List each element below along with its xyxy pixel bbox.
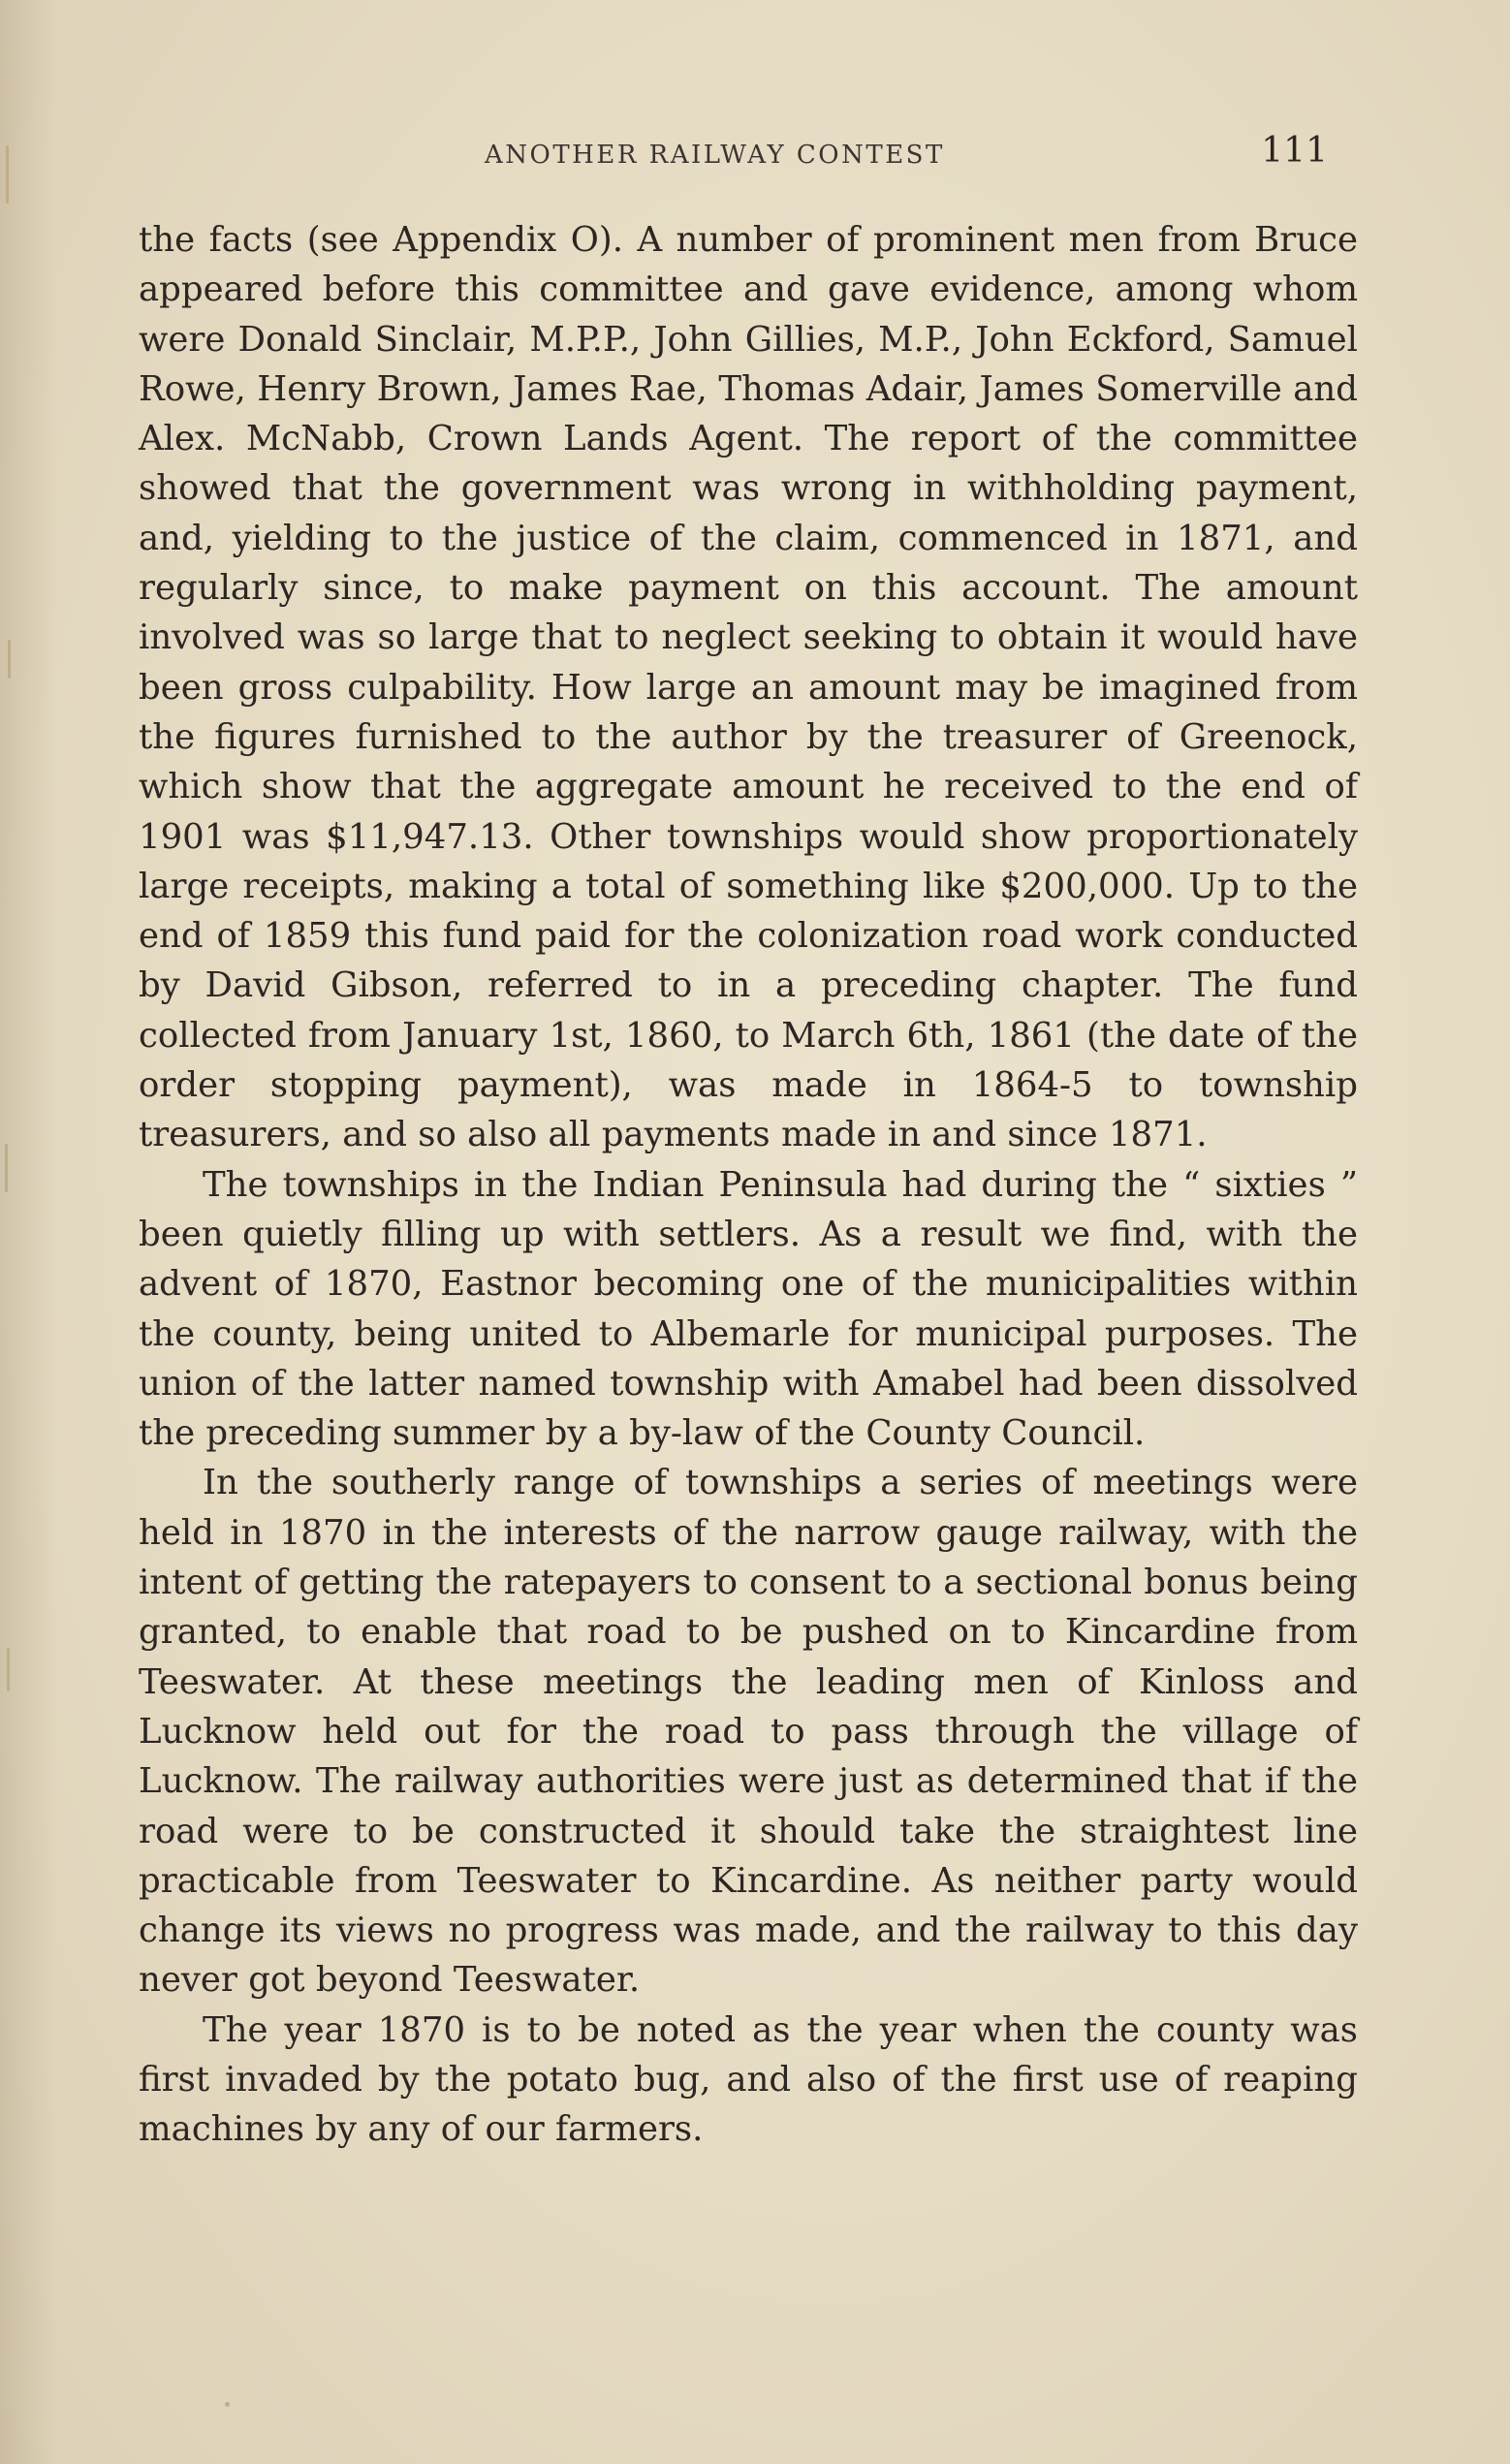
margin-speck [5, 1144, 8, 1192]
binding-gutter-shadow [0, 0, 58, 2464]
margin-speck [8, 640, 11, 679]
margin-speck [7, 1648, 10, 1691]
paragraph: the facts (see Appendix O). A number of prominent men from Bruce appeared before this committee and gave evidence, among whom were Donald Sinclair, M.P.P., John Gillies, M.P., John Eckford, Samuel Rowe, Henry Brown, James Rae, Thomas Adair, James Somerville and Alex. McNabb, Crown Lands Agent. The report of the committee showed that the government was wrong in withholding payment, and, yielding to the justice of the claim, commenced in 1871, and regularly since, to make payment on this account. The amount involved was so large that to neglect seeking to obtain it would have been gross culpability. How large an amount may be imagined from the figures furnished to the author by the treasurer of Greenock, which show that the aggregate amount he received to the end of 1901 was $11,947.13. Other townships would show proportionately large receipts, making a total of something like $200,000. Up to the end of 1859 this fund paid for the colonization road work conducted by David Gibson, referred to in a preceding chapter. The fund collected from January 1st, 1860, to March 6th, 1861 (the date of the order stopping payment), was made in 1864-5 to township treasurers, and so also all payments made in and since 1871. [139, 220, 1358, 1155]
body-text [139, 215, 1358, 2155]
paragraph: The townships in the Indian Peninsula had during the “ sixties ” been quietly filling up with settlers. As a result we find, with the advent of 1870, Eastnor becoming one of the municipalities within the county, being united to Albemarle for municipal purposes. The union of the latter named township with Amabel had been dissolved the preceding summer by a by-law of the County Council. [139, 1164, 1358, 1454]
paragraph: The year 1870 is to be noted as the year when the county was first invaded by the potato bug, and also of the first use of reaping machines by any of our farmers. [139, 2009, 1358, 2150]
margin-speck [6, 145, 9, 204]
running-title: ANOTHER RAILWAY CONTEST [485, 141, 945, 170]
page-number: 111 [1261, 131, 1328, 171]
paragraph: In the southerly range of townships a series of meetings were held in 1870 in the interests of the narrow gauge railway, with the intent of getting the ratepayers to consent to a sectional bonus being granted, to enable that road to be pushed on to Kincardine from Teeswater. At these meetings the leading men of Kinloss and Lucknow held out for the road to pass through the village of Lucknow. The railway authorities were just as determined that if the road were to be constructed it should take the straightest line practicable from Teeswater to Kincardine. As neither party would change its views no progress was made, and the railway to this day never got beyond Teeswater. [139, 1463, 1358, 2001]
page-header [136, 131, 1347, 189]
margin-speck [225, 2402, 230, 2407]
